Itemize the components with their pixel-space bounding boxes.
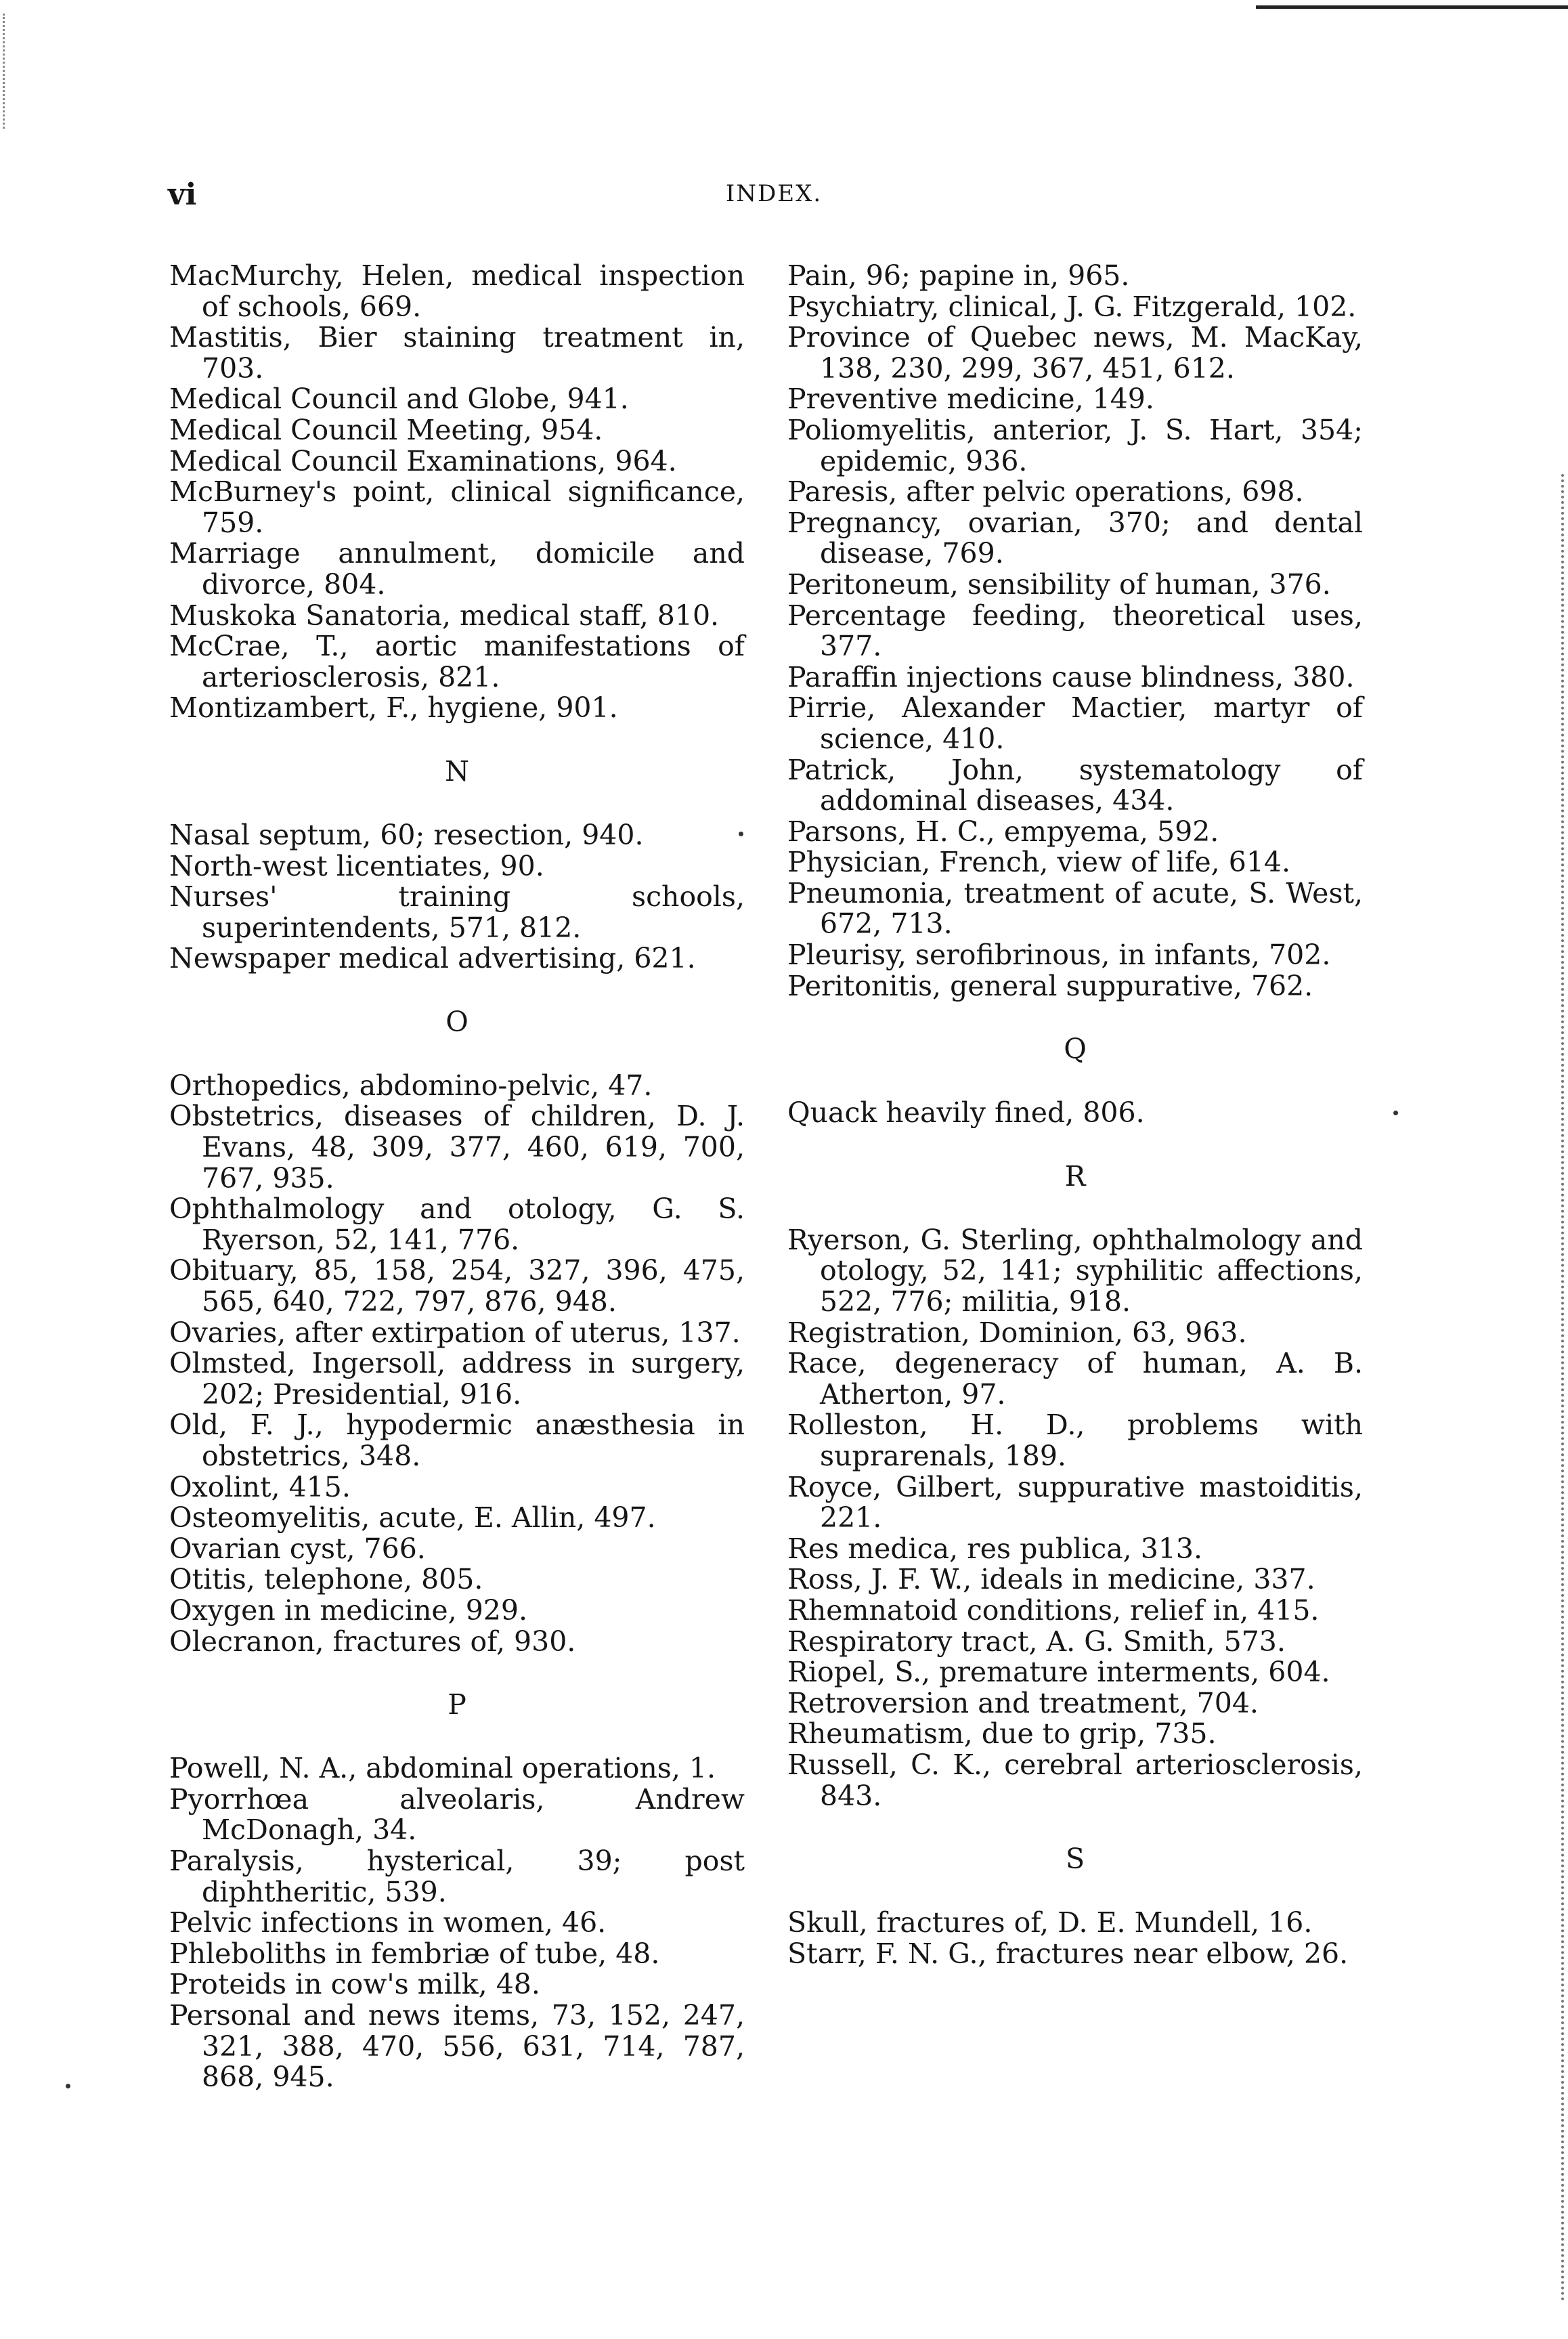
index-entry: Physician, French, view of life, 614. [787, 846, 1291, 879]
print-speck [739, 832, 743, 836]
index-entry: MacMurchy, Helen, medical inspection of schools, 669. [169, 259, 745, 323]
index-entry: Proteids in cow's milk, 48. [169, 1968, 540, 2001]
page-number: vi [168, 177, 197, 212]
section-letter: Q [1064, 1033, 1087, 1066]
index-entry: Pain, 96; papine in, 965. [787, 259, 1130, 292]
index-entry: Rhemnatoid conditions, relief in, 415. [787, 1593, 1320, 1627]
index-entry: Ryerson, G. Sterling, ophthalmology and otology, 52, 141; syphilitic affections, 522, 776; militia, 918. [787, 1223, 1363, 1318]
index-entry: McCrae, T., aortic manifestations of arteriosclerosis, 821. [169, 630, 745, 693]
index-entry: Marriage annulment, domicile and divorce, 804. [169, 537, 745, 601]
index-entry: Riopel, S., premature interments, 604. [787, 1656, 1330, 1689]
index-entry: Nurses' training schools, superintendents, 571, 812. [169, 880, 745, 944]
index-entry: Nasal septum, 60; resection, 940. [169, 818, 644, 851]
index-entry: Personal and news items, 73, 152, 247, 321, 388, 470, 556, 631, 714, 787, 868, 945. [169, 1998, 745, 2094]
index-entry: Paresis, after pelvic operations, 698. [787, 475, 1304, 509]
index-entry: Montizambert, F., hygiene, 901. [169, 691, 618, 725]
index-entry: Medical Council Examinations, 964. [169, 444, 677, 477]
index-entry: Preventive medicine, 149. [787, 383, 1154, 416]
index-entry: Pregnancy, ovarian, 370; and dental disease, 769. [787, 506, 1363, 570]
index-entry: Peritonitis, general suppurative, 762. [787, 969, 1313, 1002]
index-entry: McBurney's point, clinical significance, 759. [169, 475, 745, 539]
index-entry: Powell, N. A., abdominal operations, 1. [169, 1752, 716, 1785]
index-entry: Ophthalmology and otology, G. S. Ryerson, 52, 141, 776. [169, 1193, 745, 1256]
index-entry: Oxolint, 415. [169, 1470, 351, 1503]
index-entry: Retroversion and treatment, 704. [787, 1686, 1259, 1719]
index-entry: Starr, F. N. G., fractures near elbow, 26. [787, 1937, 1349, 1970]
index-entry: Parsons, H. C., empyema, 592. [787, 815, 1219, 848]
index-entry: Res medica, res publica, 313. [787, 1532, 1202, 1565]
index-entry: Obituary, 85, 158, 254, 327, 396, 475, 565, 640, 722, 797, 876, 948. [169, 1254, 745, 1318]
index-entry: Paraffin injections cause blindness, 380. [787, 660, 1355, 693]
index-entry: Olecranon, fractures of, 930. [169, 1625, 576, 1658]
index-entry: Ovaries, after extirpation of uterus, 137. [169, 1316, 741, 1349]
index-entry: Rheumatism, due to grip, 735. [787, 1717, 1217, 1751]
index-entry: Rolleston, H. D., problems with suprarenals, 189. [787, 1409, 1363, 1472]
index-entry: Russell, C. K., cerebral arteriosclerosis, 843. [787, 1748, 1363, 1812]
index-entry: Oxygen in medicine, 929. [169, 1593, 527, 1627]
index-entry: Respiratory tract, A. G. Smith, 573. [787, 1625, 1286, 1658]
index-entry: Pleurisy, serofibrinous, in infants, 702. [787, 939, 1331, 972]
top-edge-rule [1256, 5, 1568, 9]
section-letter: R [1064, 1159, 1086, 1193]
index-entry: Mastitis, Bier staining treatment in, 703. [169, 321, 745, 385]
index-entry: Poliomyelitis, anterior, J. S. Hart, 354; epidemic, 936. [787, 413, 1363, 477]
index-entry: Osteomyelitis, acute, E. Allin, 497. [169, 1501, 656, 1535]
index-entry: Phleboliths in fembriæ of tube, 48. [169, 1937, 660, 1970]
print-speck [1393, 1111, 1398, 1115]
index-entry: Skull, fractures of, D. E. Mundell, 16. [787, 1906, 1313, 1939]
index-entry: Percentage feeding, theoretical uses, 377. [787, 599, 1363, 663]
index-entry: Medical Council and Globe, 941. [169, 383, 629, 416]
index-entry: Muskoka Sanatoria, medical staff, 810. [169, 599, 720, 632]
index-entry: Olmsted, Ingersoll, address in surgery, 202; Presidential, 916. [169, 1347, 745, 1411]
index-entry: Psychiatry, clinical, J. G. Fitzgerald, 102. [787, 290, 1357, 323]
index-entry: Otitis, telephone, 805. [169, 1563, 483, 1596]
index-entry: Paralysis, hysterical, 39; post diphtheritic, 539. [169, 1844, 745, 1908]
index-entry: Medical Council Meeting, 954. [169, 413, 603, 446]
index-entry: North-west licentiates, 90. [169, 849, 544, 882]
left-margin-marks [3, 14, 25, 129]
index-entry: Obstetrics, diseases of children, D. J. Evans, 48, 309, 377, 460, 619, 700, 767, 935. [169, 1100, 745, 1195]
section-letter: P [448, 1688, 466, 1721]
right-margin-marks [1554, 474, 1564, 2302]
index-entry: Ross, J. F. W., ideals in medicine, 337. [787, 1563, 1315, 1596]
index-entry: Royce, Gilbert, suppurative mastoiditis, 221. [787, 1470, 1363, 1535]
section-letter: O [445, 1005, 469, 1038]
section-letter: N [445, 754, 469, 788]
index-entry: Registration, Dominion, 63, 963. [787, 1316, 1247, 1349]
index-entry: Pirrie, Alexander Mactier, martyr of science, 410. [787, 691, 1363, 755]
index-entry: Province of Quebec news, M. MacKay, 138, 230, 299, 367, 451, 612. [787, 321, 1363, 385]
page-header [168, 177, 1380, 225]
index-column-right [787, 261, 1363, 1969]
index-entry: Pyorrhœa alveolaris, Andrew McDonagh, 34. [169, 1782, 745, 1847]
index-entry: Quack heavily fined, 806. [787, 1096, 1145, 1130]
index-entry: Old, F. J., hypodermic anæsthesia in obstetrics, 348. [169, 1409, 745, 1472]
index-entry: Patrick, John, systematology of addominal diseases, 434. [787, 753, 1363, 817]
index-entry: Pelvic infections in women, 46. [169, 1906, 607, 1939]
print-speck [66, 2084, 70, 2088]
index-entry: Orthopedics, abdomino-pelvic, 47. [169, 1069, 653, 1102]
index-entry: Newspaper medical advertising, 621. [169, 942, 696, 975]
index-column-left [169, 261, 745, 2093]
section-letter: S [1065, 1843, 1085, 1876]
index-entry: Pneumonia, treatment of acute, S. West, 672, 713. [787, 876, 1363, 941]
page-title: INDEX. [725, 180, 823, 207]
index-entry: Race, degeneracy of human, A. B. Atherton, 97. [787, 1347, 1363, 1411]
index-entry: Peritoneum, sensibility of human, 376. [787, 567, 1331, 601]
index-entry: Ovarian cyst, 766. [169, 1532, 426, 1565]
